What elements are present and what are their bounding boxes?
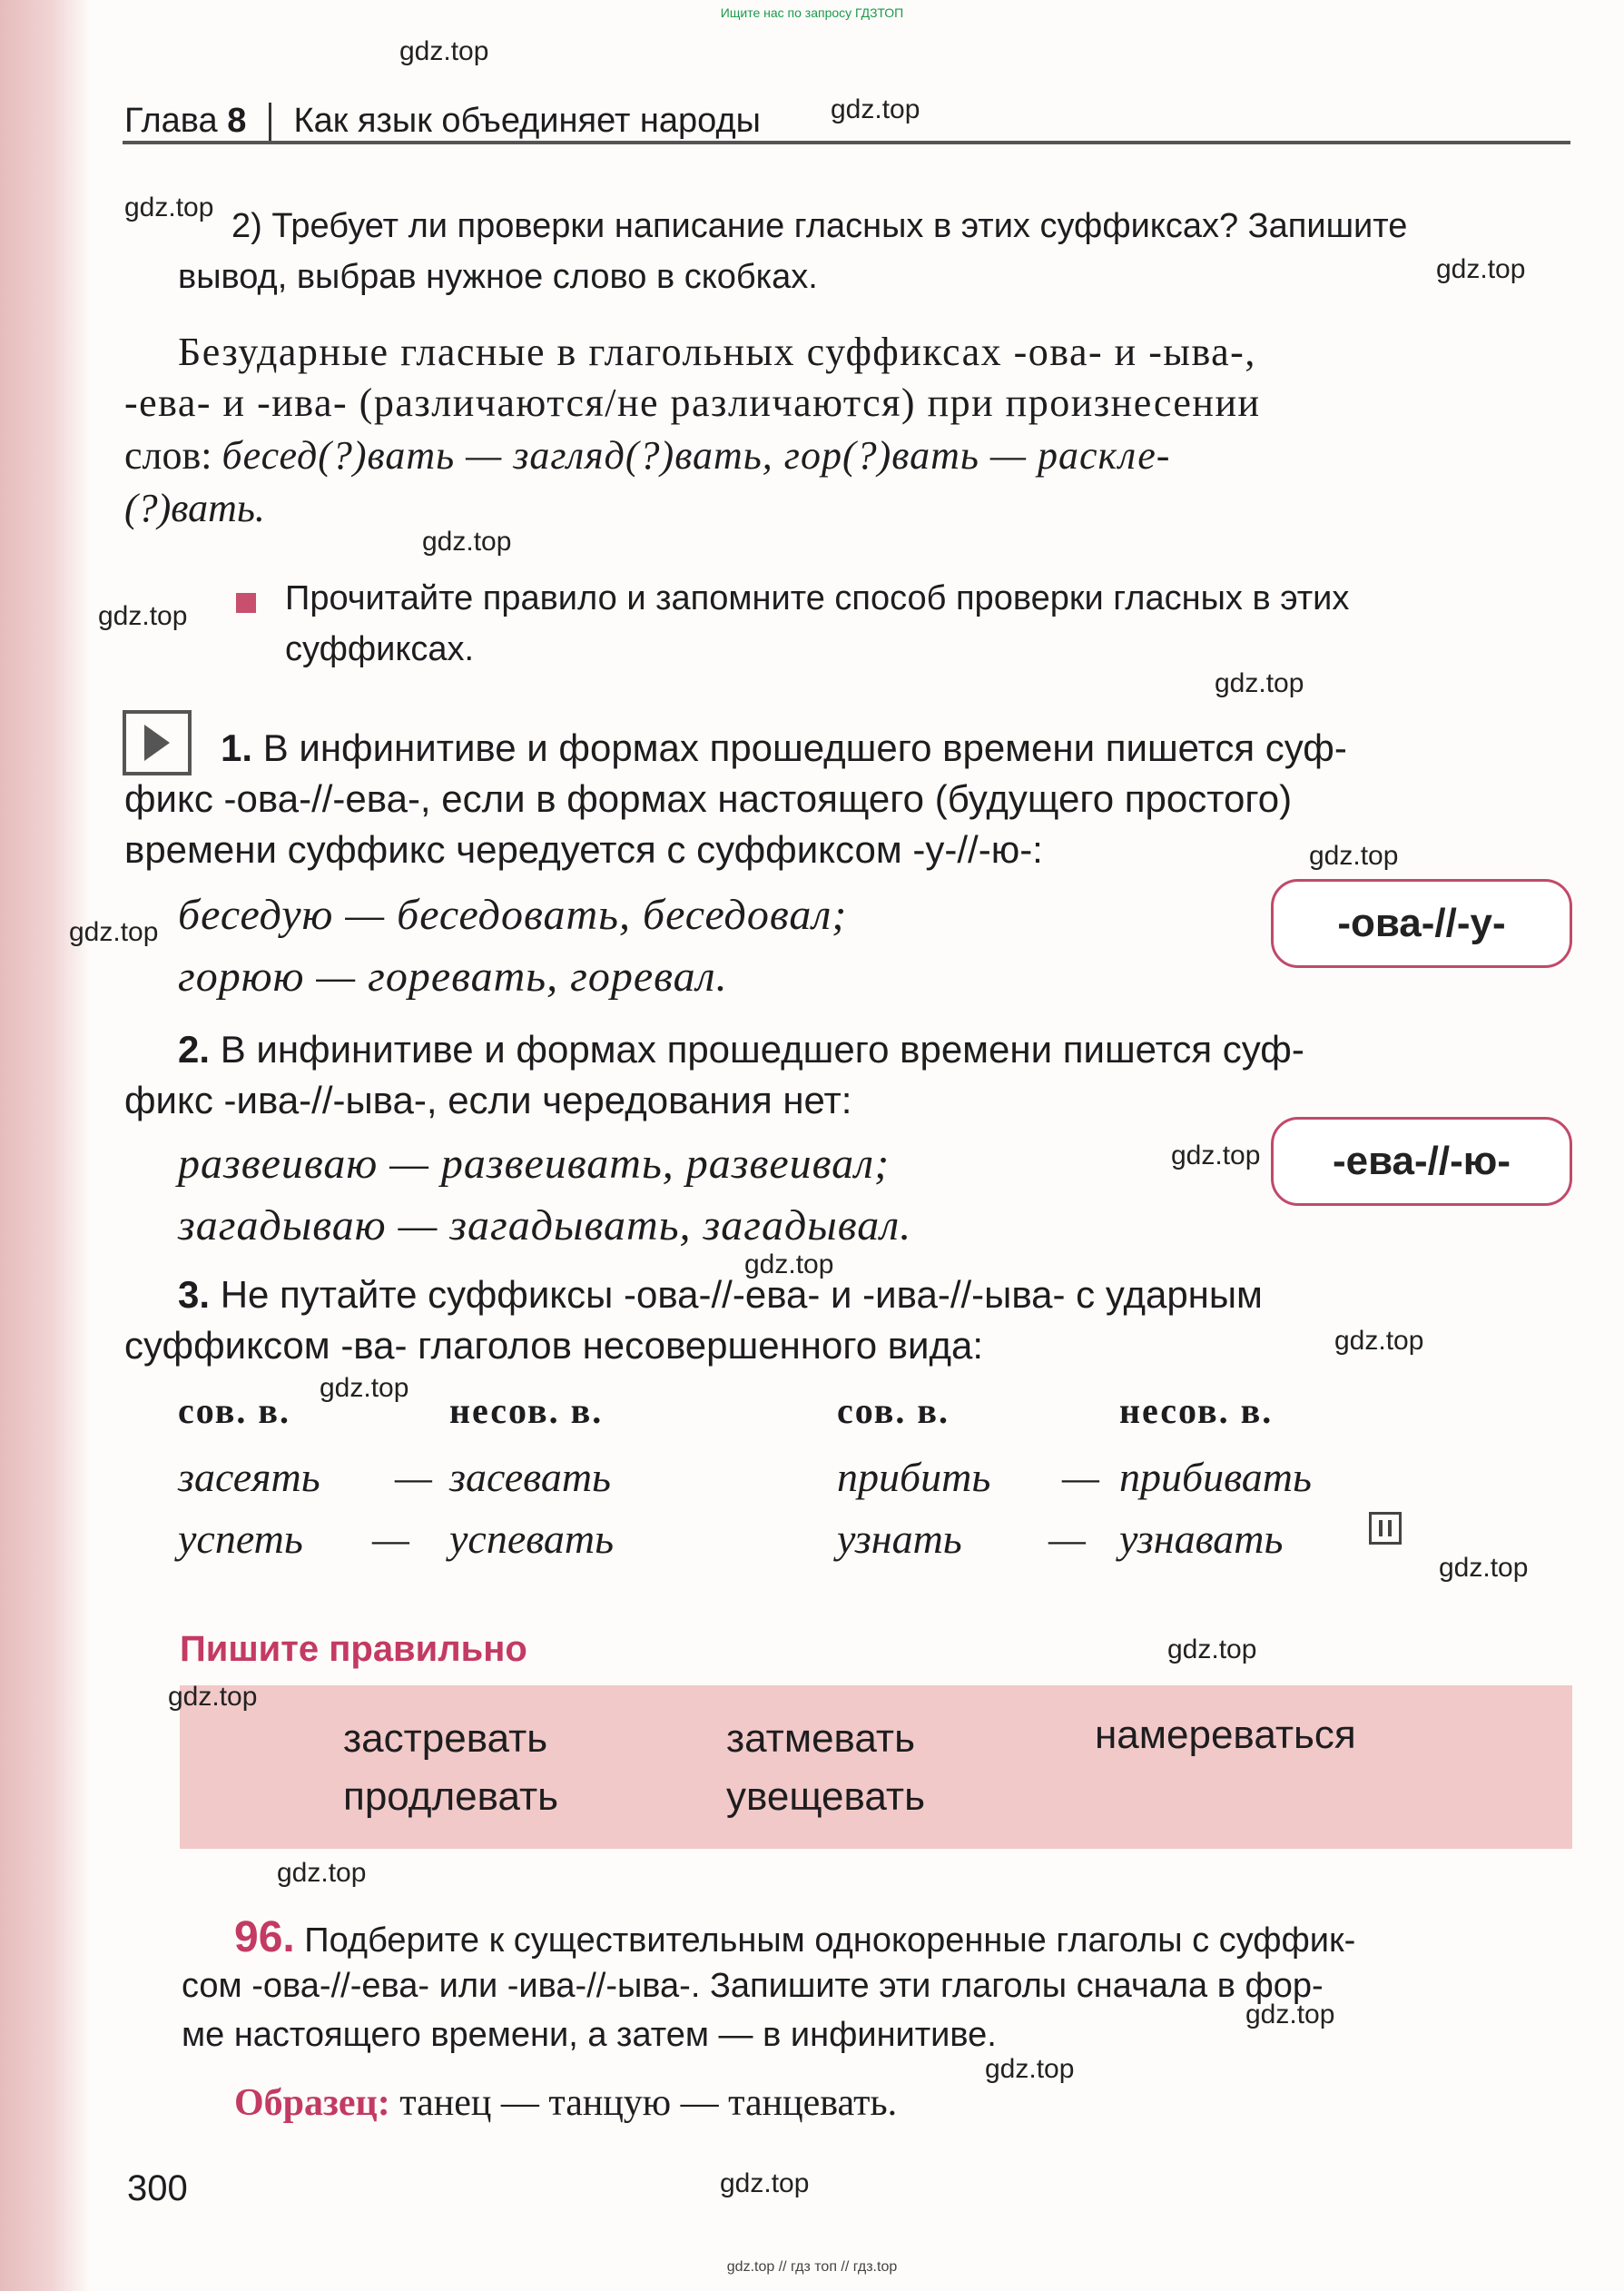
conclusion-line3 <box>124 432 1170 479</box>
watermark: gdz.top <box>1245 2000 1335 2029</box>
rule2-text1: В инфинитиве и формах прошедшего времени пишется суф- <box>220 1028 1304 1071</box>
conclusion-line4: (?)вать. <box>124 486 265 530</box>
instruction-line2: суффиксах. <box>285 630 475 668</box>
rule2-example2: загадываю — загадывать, загадывал. <box>178 1201 912 1249</box>
watermark: gdz.top <box>98 601 188 631</box>
top-banner: Ищите нас по запросу ГДЗТОП <box>720 5 904 20</box>
rule1-example2: горюю — горевать, горевал. <box>178 953 728 1001</box>
watermark: gdz.top <box>831 94 920 124</box>
conclusion-line3-prefix: слов: <box>124 433 212 478</box>
page-number: 300 <box>127 2168 188 2208</box>
rule2-number: 2. <box>178 1028 211 1071</box>
col-head-sov-1: сов. в. <box>178 1390 290 1431</box>
ex96-sample <box>234 2081 897 2125</box>
conclusion-line2: -ева- и -ива- (различаются/не различаются) при произнесении <box>124 380 1261 425</box>
watermark: gdz.top <box>744 1249 834 1279</box>
pair-3-dash: — <box>372 1516 409 1562</box>
write-correctly-title: Пишите правильно <box>180 1629 527 1669</box>
rule2-line1 <box>178 1028 1304 1071</box>
chapter-number: 8 <box>227 102 247 140</box>
write-correctly-band <box>180 1685 1572 1849</box>
task2-line2: вывод, выбрав нужное слово в скобках. <box>178 258 818 296</box>
pair-4-dash: — <box>1048 1516 1086 1562</box>
pair-2-nesov: прибивать <box>1119 1454 1312 1500</box>
ex96-number: 96. <box>234 1913 295 1961</box>
instruction-line1: Прочитайте правило и запомните способ проверки гласных в этих <box>285 579 1350 617</box>
watermark: gdz.top <box>1334 1326 1424 1356</box>
watermark: gdz.top <box>985 2054 1075 2084</box>
pair-3-sov: успеть <box>178 1516 303 1562</box>
ex96-line3: ме настоящего времени, а затем — в инфинитиве. <box>182 2016 997 2054</box>
rule3-number: 3. <box>178 1273 211 1316</box>
watermark: gdz.top <box>1215 668 1304 698</box>
watermark: gdz.top <box>1436 254 1526 284</box>
chapter-header <box>124 102 761 143</box>
watermark: gdz.top <box>320 1373 409 1403</box>
watermark: gdz.top <box>399 36 489 66</box>
col-head-nesov-1: несов. в. <box>449 1390 604 1431</box>
watermark: gdz.top <box>422 527 512 557</box>
pair-4-sov: узнать <box>837 1516 962 1562</box>
ex96-line1 <box>234 1912 1355 1962</box>
word-namerevatsya: намереваться <box>1095 1713 1356 1757</box>
word-zastrevat: застревать <box>343 1716 548 1761</box>
ex96-text1: Подберите к существительным однокоренные глаголы с суффик- <box>304 1921 1356 1960</box>
bullet-marker <box>236 593 256 613</box>
task2-line1: 2) Требует ли проверки написание гласных в этих суффиксах? Запишите <box>231 207 1408 245</box>
col-head-sov-2: сов. в. <box>837 1390 950 1431</box>
rule1-example1: беседую — беседовать, беседовал; <box>178 891 848 939</box>
header-rule <box>123 141 1570 144</box>
pair-4-nesov: узнавать <box>1119 1516 1284 1562</box>
grammar-box-icon <box>1369 1512 1402 1545</box>
rule1-line1 <box>221 726 1347 770</box>
rule1-line3: времени суффикс чередуется с суффиксом -у-//-ю-: <box>124 828 1043 871</box>
pair-2-sov: прибить <box>837 1454 991 1500</box>
rule3-line1 <box>178 1273 1263 1317</box>
sample-label: Образец: <box>234 2082 390 2124</box>
sample-text: танец — танцую — танцевать. <box>399 2082 898 2124</box>
watermark: gdz.top <box>1167 1634 1257 1664</box>
pair-2-dash: — <box>1062 1454 1099 1500</box>
page-edge-band <box>0 0 91 2291</box>
rule2-line2: фикс -ива-//-ыва-, если чередования нет: <box>124 1079 852 1121</box>
col-head-nesov-2: несов. в. <box>1119 1390 1274 1431</box>
chapter-label: Глава <box>124 102 218 140</box>
watermark: gdz.top <box>720 2168 810 2198</box>
rule2-example1: развеиваю — развеивать, развеивал; <box>178 1140 891 1188</box>
watermark: gdz.top <box>277 1858 367 1888</box>
watermark: gdz.top <box>1439 1553 1529 1583</box>
suffix-badge-2: -ева-//-ю- <box>1271 1117 1572 1206</box>
rule1-number: 1. <box>221 726 253 769</box>
pair-3-nesov: успевать <box>449 1516 615 1562</box>
watermark: gdz.top <box>168 1682 258 1712</box>
rule1-line2: фикс -ова-//-ева-, если в формах настоящего (будущего простого) <box>124 777 1293 820</box>
pair-1-nesov: засевать <box>449 1454 611 1500</box>
pair-1-dash: — <box>395 1454 432 1500</box>
watermark: gdz.top <box>1171 1141 1261 1170</box>
ex96-line2: сом -ова-//-ева- или -ива-//-ыва-. Запишите эти глаголы сначала в фор- <box>182 1967 1324 2005</box>
suffix-badge-1: -ова-//-у- <box>1271 879 1572 968</box>
conclusion-line3-words: бесед(?)вать — загляд(?)вать, гор(?)вать — раскле- <box>221 433 1171 478</box>
word-prodlevat: продлевать <box>343 1774 559 1819</box>
rule1-text1: В инфинитиве и формах прошедшего времени пишется суф- <box>262 726 1347 769</box>
pair-1-sov: засеять <box>178 1454 320 1500</box>
bottom-banner: gdz.top // гдз топ // гдз.top <box>726 2259 898 2275</box>
conclusion-line1: Безударные гласные в глагольных суффиксах -ова- и -ыва-, <box>178 330 1256 374</box>
watermark: gdz.top <box>124 193 214 222</box>
watermark: gdz.top <box>69 917 159 947</box>
watermark: gdz.top <box>1309 841 1399 871</box>
rule3-text1: Не путайте суффиксы -ова-//-ева- и -ива-//-ыва- с ударным <box>220 1273 1263 1316</box>
rule3-line2: суффиксом -ва- глаголов несовершенного вида: <box>124 1324 984 1367</box>
play-icon <box>123 710 192 775</box>
word-uveshchevat: увещевать <box>726 1774 925 1819</box>
word-zatmevat: затмевать <box>726 1716 916 1761</box>
chapter-title: Как язык объединяет народы <box>293 102 761 140</box>
